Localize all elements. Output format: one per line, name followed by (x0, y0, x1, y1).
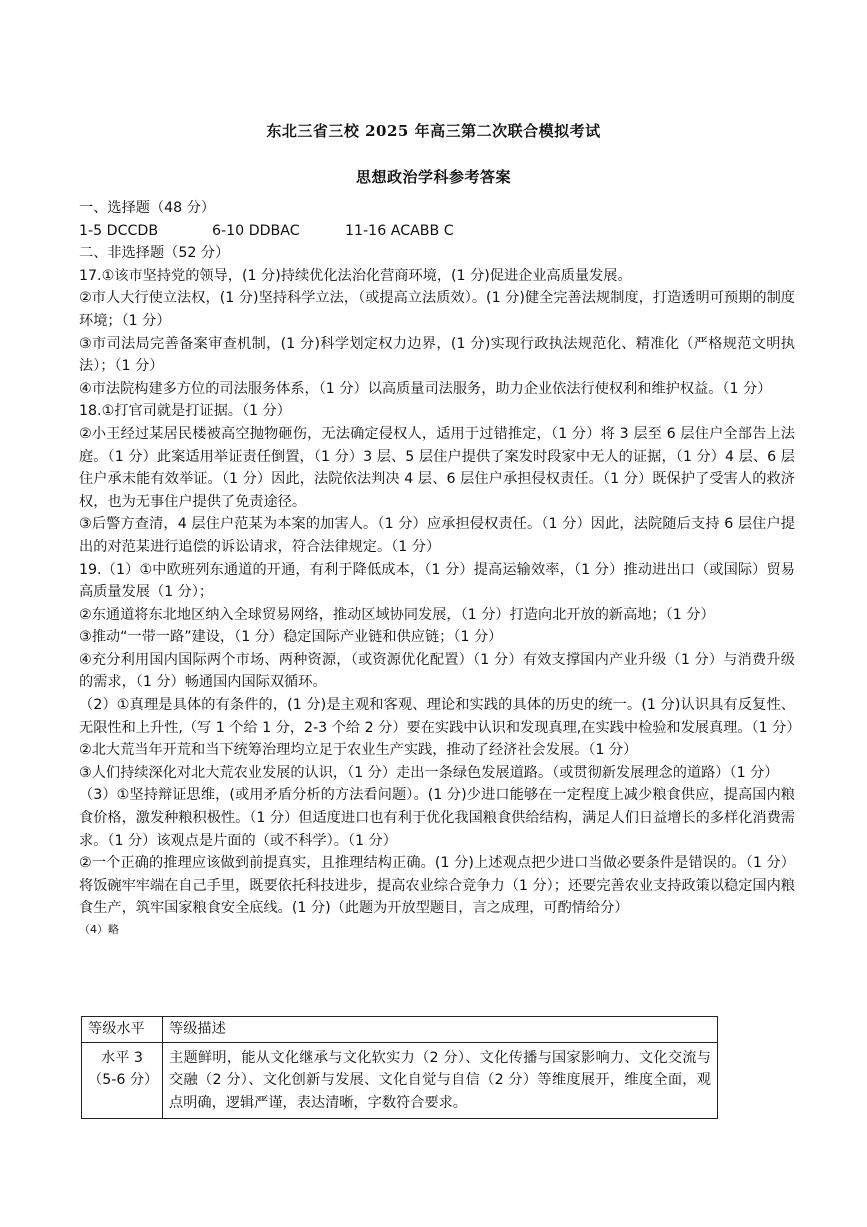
answer-paragraph: ③人们持续深化对北大荒农业发展的认识，（1 分）走出一条绿色发展道路。（或贯彻新发展理念的道路）（1 分） (79, 764, 779, 781)
grading-table (81, 1016, 718, 1119)
answer-body (79, 197, 801, 939)
table-header-row (82, 1017, 718, 1043)
answer-paragraph: （3）①坚持辩证思维，(或用矛盾分析的方法看问题）。(1 分)少进口能够在一定程度上减少粮食供应，提高国内粮食价格，激发种粮积极性。（1 分）但适度进口也有利于优化我国粮食供给结构，满足人们日益增长的多样化消费需求。（1 分）该观点是片面的（或不科学）。（1 分） (79, 787, 795, 849)
choice-answer-6-10: 6-10 DDBAC (212, 222, 300, 239)
table-row (82, 1042, 718, 1119)
answer-paragraph: ②市人大行使立法权，(1 分)坚持科学立法，（或提高立法质效）。(1 分)健全完善法规制度，打造透明可预期的制度环境；（1 分） (79, 290, 795, 329)
answer-paragraph: ②小王经过某居民楼被高空抛物砸伤，无法确定侵权人，适用于过错推定，（1 分）将 3 层至 6 层住户全部告上法庭。（1 分）此案适用举证责任倒置，（1 分）3 层、5 层住户提供了案发时段家中无人的证据，（1 分）4 层、6 层住户承未能有效举证。（1 分）因此，法院依法判决 4 层、6 层住户承担侵权责任。（1 分）既保护了受害人的救济权，也为无事住户提供了免责途径。 (79, 425, 795, 510)
answer-paragraph: ③后警方查清，4 层住户范某为本案的加害人。（1 分）应承担侵权责任。（1 分）因此，法院随后支持 6 层住户提出的对范某进行追偿的诉讼请求，符合法律规定。（1 分） (79, 516, 795, 555)
answer-paragraph: ③市司法局完善备案审查机制，(1 分)科学划定权力边界，(1 分)实现行政执法规范化、精准化（严格规范文明执法）；（1 分） (79, 335, 795, 375)
choice-answer-1-5: 1-5 DCCDB (79, 222, 159, 239)
level-name: 水平 3 (101, 1049, 143, 1066)
choice-answer-11-16: 11-16 ACABB C (345, 222, 454, 239)
choice-answers (79, 220, 795, 243)
document-subtitle: 思想政治学科参考答案 (355, 168, 511, 186)
answer-paragraph: 18.①打官司就是打证据。（1 分） (79, 403, 291, 420)
answer-paragraph: （2）①真理是具体的有条件的，(1 分)是主观和客观、理论和实践的具体的历史的统一。(1 分)认识具有反复性、无限性和上升性,（写 1 个给 1 分，2-3 个给 2 分）要在实践中认识和发现真理,在实践中检验和发展真理。（1 分） (79, 697, 801, 736)
level-score: （5-6 分） (88, 1072, 159, 1089)
answer-paragraph: 19.（1）①中欧班列东通道的开通，有利于降低成本，（1 分）提高运输效率，（1 分）推动进出口（或国际）贸易高质量发展（1 分）； (79, 561, 795, 601)
table-cell-description: 主题鲜明，能从文化继承与文化软实力（2 分）、文化传播与国家影响力、文化交流与交融（2 分）、文化创新与发展、文化自觉与自信（2 分）等维度展开，维度全面，观点明确，逻辑严谨，表达清晰，字数符合要求。 (163, 1042, 718, 1119)
document-title: 东北三省三校 2025 年高三第二次联合模拟考试 (266, 122, 601, 140)
answer-paragraph: ④市法院构建多方位的司法服务体系，（1 分）以高质量司法服务，助力企业依法行使权利和维护权益。（1 分） (79, 380, 772, 397)
answer-paragraph: ②东通道将东北地区纳入全球贸易网络，推动区域协同发展，（1 分）打造向北开放的新高地；（1 分） (79, 606, 715, 623)
answer-paragraph: ②一个正确的推理应该做到前提真实，且推理结构正确。(1 分)上述观点把少进口当做必要条件是错误的。（1 分）将饭碗牢牢端在自己手里，既要依托科技进步，提高农业综合竞争力（1 分）；还要完善农业支持政策以稳定国内粮食生产，筑牢国家粮食安全底线。(1 分)（此题为开放型题目，言之成理，可酌情给分） (79, 855, 795, 917)
section-heading-nonchoice: 二、非选择题（52 分） (79, 245, 230, 262)
question-4-note: （4）略 (79, 923, 119, 936)
answer-paragraph: ③推动“一带一路”建设，（1 分）稳定国际产业链和供应链；（1 分） (79, 629, 503, 646)
answer-paragraph: ④充分利用国内国际两个市场、两种资源，（或资源优化配置）（1 分）有效支撑国内产业升级（1 分）与消费升级的需求，（1 分）畅通国内国际双循环。 (79, 651, 795, 691)
answer-paragraph: 17.①该市坚持党的领导，(1 分)持续优化法治化营商环境，(1 分)促进企业高质量发展。 (79, 267, 632, 284)
table-header-description: 等级描述 (163, 1017, 718, 1043)
table-header-level: 等级水平 (82, 1017, 163, 1043)
answer-paragraph: ②北大荒当年开荒和当下统筹治理均立足于农业生产实践，推动了经济社会发展。（1 分） (79, 742, 638, 759)
section-heading-choice: 一、选择题（48 分） (79, 200, 216, 216)
table-cell-level (82, 1042, 163, 1119)
